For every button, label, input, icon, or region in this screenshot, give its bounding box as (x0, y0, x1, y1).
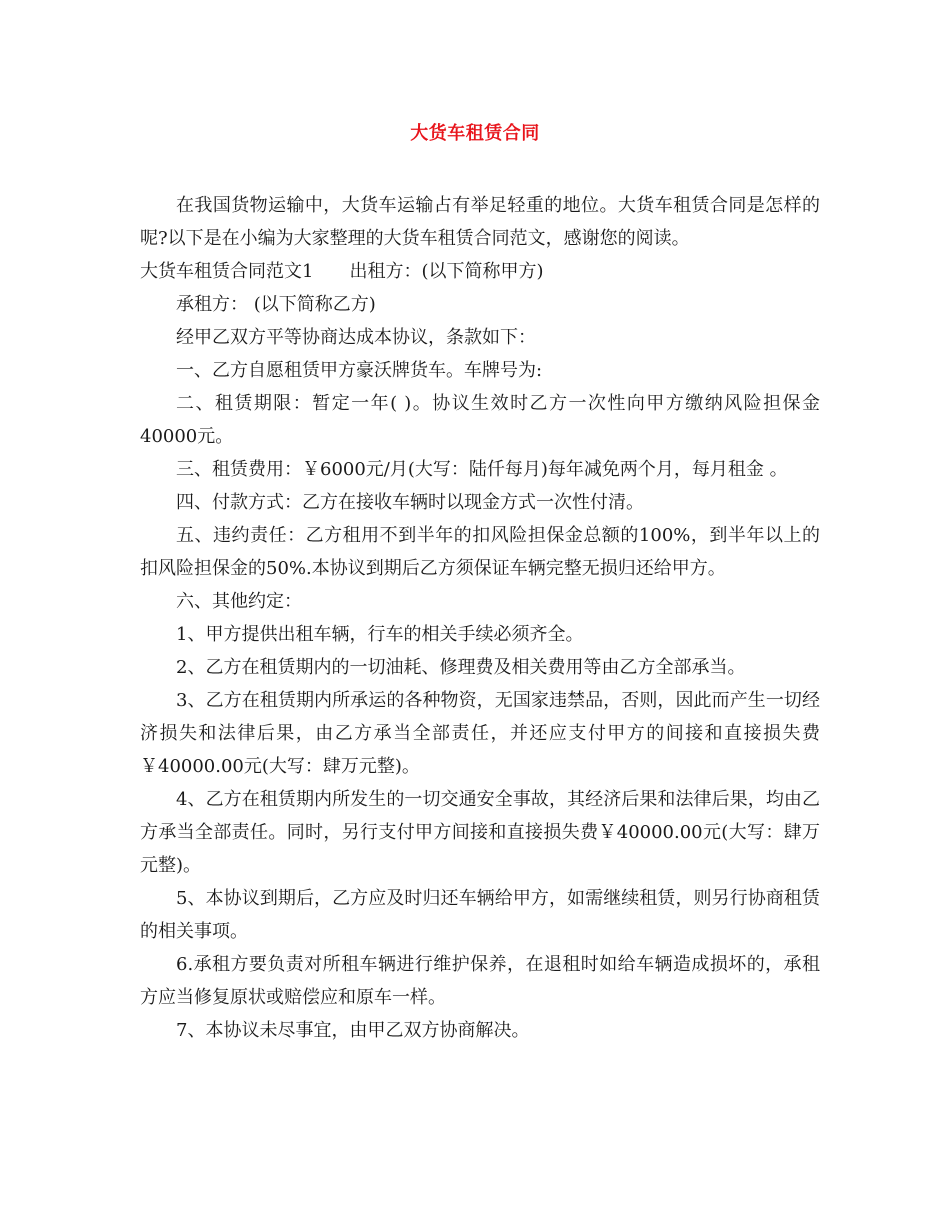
item-2: 2、乙方在租赁期内的一切油耗、修理费及相关费用等由乙方全部承当。 (176, 657, 746, 678)
lessor-line: 出租方：(以下简称甲方) (349, 261, 544, 282)
lessee-line: 承租方： (以下简称乙方) (176, 294, 376, 315)
document-body (140, 189, 820, 1047)
item-7: 7、本协议未尽事宜，由甲乙双方协商解决。 (176, 1020, 530, 1041)
clause-1: 一、乙方自愿租赁甲方豪沃牌货车。车牌号为: (176, 360, 543, 381)
intro-paragraph: 在我国货物运输中，大货车运输占有举足轻重的地位。大货车租赁合同是怎样的呢?以下是在小编为大家整理的大货车租赁合同范文，感谢您的阅读。 (140, 195, 820, 249)
document-title: 大货车租赁合同 (410, 123, 540, 144)
clause-4: 四、付款方式：乙方在接收车辆时以现金方式一次性付清。 (176, 492, 644, 513)
item-1: 1、甲方提供出租车辆，行车的相关手续必须齐全。 (176, 624, 584, 645)
clause-3: 三、租赁费用：￥6000元/月(大写：陆仟每月)每年减免两个月，每月租金 。 (176, 459, 788, 480)
clause-6: 六、其他约定： (176, 591, 302, 612)
clause-5: 五、违约责任：乙方租用不到半年的扣风险担保金总额的100%，到半年以上的扣风险担保金的50%.本协议到期后乙方须保证车辆完整无损归还给甲方。 (140, 525, 820, 579)
item-3: 3、乙方在租赁期内所承运的各种物资，无国家违禁品，否则，因此而产生一切经济损失和法律后果，由乙方承当全部责任，并还应支付甲方的间接和直接损失费￥40000.00元(大写：肆万元整)。 (140, 690, 820, 777)
agreement-intro: 经甲乙双方平等协商达成本协议，条款如下： (176, 327, 536, 348)
item-4: 4、乙方在租赁期内所发生的一切交通安全事故，其经济后果和法律后果，均由乙方承当全部责任。同时，另行支付甲方间接和直接损失费￥40000.00元(大写：肆万元整)。 (140, 789, 820, 876)
sample-heading-line (140, 255, 820, 288)
item-5: 5、本协议到期后，乙方应及时归还车辆给甲方，如需继续租赁，则另行协商租赁的相关事项。 (140, 888, 820, 942)
sample-heading: 大货车租赁合同范文1 (140, 261, 314, 282)
item-6: 6.承租方要负责对所租车辆进行维护保养，在退租时如给车辆造成损坏的，承租方应当修复原状或赔偿应和原车一样。 (140, 954, 820, 1008)
clause-2: 二、租赁期限：暂定一年( )。协议生效时乙方一次性向甲方缴纳风险担保金40000元。 (140, 393, 820, 447)
